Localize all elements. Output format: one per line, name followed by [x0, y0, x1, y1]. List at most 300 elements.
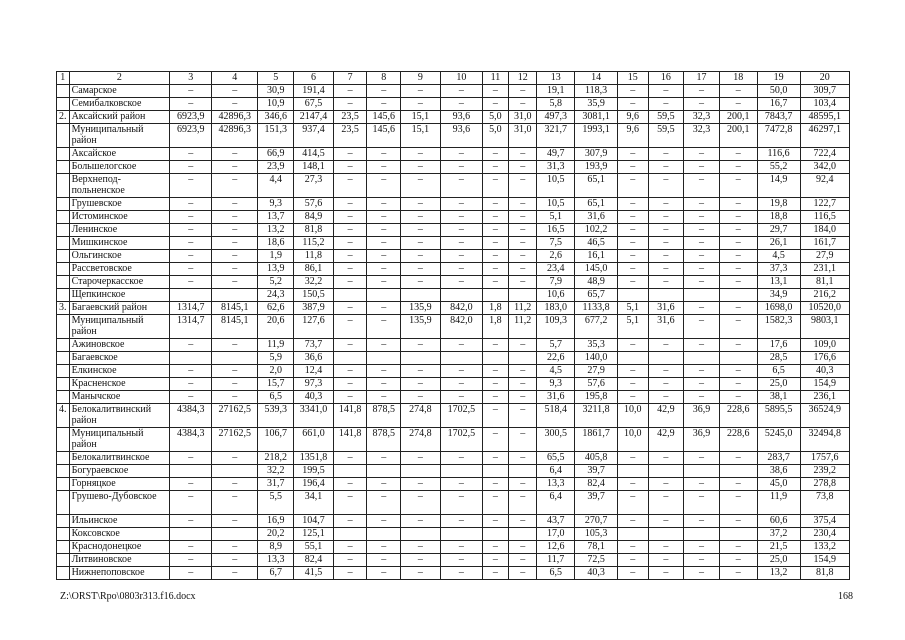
- value-cell: 1,8: [482, 302, 508, 315]
- value-cell: –: [648, 541, 684, 554]
- value-cell: –: [401, 515, 441, 528]
- value-cell: –: [648, 452, 684, 465]
- row-number-cell: [57, 378, 70, 391]
- column-header: 1: [57, 72, 70, 85]
- value-cell: 27,9: [575, 365, 618, 378]
- value-cell: 35,9: [575, 98, 618, 111]
- value-cell: –: [618, 276, 648, 289]
- value-cell: 122,7: [800, 198, 849, 211]
- value-cell: –: [212, 276, 258, 289]
- value-cell: 4384,3: [170, 428, 212, 452]
- column-header: 2: [69, 72, 170, 85]
- value-cell: –: [170, 85, 212, 98]
- value-cell: –: [684, 276, 720, 289]
- value-cell: 11,7: [537, 554, 575, 567]
- table-row: [57, 302, 850, 315]
- value-cell: –: [618, 174, 648, 198]
- value-cell: –: [719, 85, 757, 98]
- row-number-cell: [57, 315, 70, 339]
- row-number-cell: [57, 98, 70, 111]
- value-cell: –: [440, 224, 482, 237]
- value-cell: –: [367, 567, 401, 580]
- value-cell: –: [482, 237, 508, 250]
- value-cell: –: [482, 211, 508, 224]
- value-cell: 1861,7: [575, 428, 618, 452]
- value-cell: –: [719, 491, 757, 515]
- value-cell: 65,7: [575, 289, 618, 302]
- value-cell: 4,5: [537, 365, 575, 378]
- row-number-cell: [57, 528, 70, 541]
- value-cell: 342,0: [800, 161, 849, 174]
- value-cell: –: [509, 161, 537, 174]
- value-cell: –: [440, 391, 482, 404]
- value-cell: 135,9: [401, 315, 441, 339]
- value-cell: –: [212, 491, 258, 515]
- value-cell: –: [212, 554, 258, 567]
- value-cell: –: [212, 515, 258, 528]
- value-cell: –: [648, 85, 684, 98]
- value-cell: –: [648, 276, 684, 289]
- value-cell: 59,5: [648, 111, 684, 124]
- value-cell: –: [648, 378, 684, 391]
- value-cell: –: [482, 365, 508, 378]
- value-cell: –: [212, 567, 258, 580]
- value-cell: [648, 289, 684, 302]
- value-cell: [509, 289, 537, 302]
- value-cell: –: [212, 237, 258, 250]
- value-cell: 11,9: [258, 339, 294, 352]
- value-cell: –: [618, 478, 648, 491]
- value-cell: –: [401, 148, 441, 161]
- value-cell: 37,2: [757, 528, 800, 541]
- header-row: [57, 72, 850, 85]
- column-header: 15: [618, 72, 648, 85]
- value-cell: –: [333, 237, 367, 250]
- value-cell: –: [719, 554, 757, 567]
- value-cell: –: [482, 567, 508, 580]
- value-cell: 26,1: [757, 237, 800, 250]
- value-cell: –: [367, 515, 401, 528]
- value-cell: 31,6: [648, 315, 684, 339]
- value-cell: –: [482, 478, 508, 491]
- value-cell: –: [333, 198, 367, 211]
- value-cell: 5,0: [482, 124, 508, 148]
- value-cell: 5,1: [537, 211, 575, 224]
- value-cell: 8,9: [258, 541, 294, 554]
- value-cell: –: [684, 302, 720, 315]
- value-cell: 72,5: [575, 554, 618, 567]
- value-cell: –: [509, 250, 537, 263]
- value-cell: –: [170, 211, 212, 224]
- row-name-cell: Красненское: [69, 378, 170, 391]
- value-cell: –: [170, 554, 212, 567]
- table-row: [57, 352, 850, 365]
- value-cell: –: [684, 541, 720, 554]
- value-cell: –: [440, 541, 482, 554]
- value-cell: 151,3: [258, 124, 294, 148]
- value-cell: [401, 352, 441, 365]
- table-row: [57, 289, 850, 302]
- value-cell: –: [401, 276, 441, 289]
- value-cell: –: [170, 339, 212, 352]
- value-cell: 23,5: [333, 124, 367, 148]
- value-cell: –: [509, 378, 537, 391]
- value-cell: 42,9: [648, 428, 684, 452]
- value-cell: 41,5: [294, 567, 334, 580]
- row-number-cell: [57, 85, 70, 98]
- value-cell: –: [170, 478, 212, 491]
- value-cell: 13,2: [258, 224, 294, 237]
- value-cell: [440, 528, 482, 541]
- row-name-cell: Богураевское: [69, 465, 170, 478]
- value-cell: [684, 352, 720, 365]
- value-cell: –: [212, 452, 258, 465]
- value-cell: 13,3: [258, 554, 294, 567]
- value-cell: –: [482, 378, 508, 391]
- value-cell: –: [618, 378, 648, 391]
- value-cell: 12,6: [537, 541, 575, 554]
- value-cell: –: [719, 148, 757, 161]
- column-header: 5: [258, 72, 294, 85]
- value-cell: 6923,9: [170, 111, 212, 124]
- value-cell: –: [719, 541, 757, 554]
- value-cell: 3081,1: [575, 111, 618, 124]
- row-name-cell: Грушево-Дубовское: [69, 491, 170, 515]
- value-cell: –: [440, 378, 482, 391]
- value-cell: 154,9: [800, 378, 849, 391]
- value-cell: [618, 352, 648, 365]
- table-row: [57, 85, 850, 98]
- value-cell: 6,4: [537, 465, 575, 478]
- row-name-cell: Ольгинское: [69, 250, 170, 263]
- value-cell: –: [684, 250, 720, 263]
- row-number-cell: [57, 224, 70, 237]
- value-cell: –: [212, 250, 258, 263]
- value-cell: –: [684, 263, 720, 276]
- value-cell: 2,0: [258, 365, 294, 378]
- value-cell: –: [212, 541, 258, 554]
- row-number-cell: [57, 554, 70, 567]
- value-cell: 199,5: [294, 465, 334, 478]
- value-cell: –: [212, 148, 258, 161]
- value-cell: 842,0: [440, 315, 482, 339]
- value-cell: 93,6: [440, 124, 482, 148]
- value-cell: 193,9: [575, 161, 618, 174]
- value-cell: 27162,5: [212, 404, 258, 428]
- value-cell: 15,1: [401, 124, 441, 148]
- row-number-cell: [57, 250, 70, 263]
- value-cell: –: [367, 478, 401, 491]
- value-cell: –: [509, 541, 537, 554]
- value-cell: 18,6: [258, 237, 294, 250]
- value-cell: 300,5: [537, 428, 575, 452]
- value-cell: 92,4: [800, 174, 849, 198]
- value-cell: –: [684, 491, 720, 515]
- value-cell: –: [333, 250, 367, 263]
- value-cell: –: [618, 365, 648, 378]
- data-table: [56, 71, 850, 580]
- value-cell: –: [719, 515, 757, 528]
- value-cell: –: [684, 554, 720, 567]
- row-name-cell: Муниципальный район: [69, 428, 170, 452]
- value-cell: –: [333, 541, 367, 554]
- value-cell: –: [333, 85, 367, 98]
- row-name-cell: Белокалитвинское: [69, 452, 170, 465]
- value-cell: [170, 352, 212, 365]
- value-cell: –: [648, 98, 684, 111]
- value-cell: 31,6: [537, 391, 575, 404]
- table-row: [57, 404, 850, 428]
- value-cell: 23,4: [537, 263, 575, 276]
- value-cell: –: [684, 315, 720, 339]
- value-cell: –: [212, 365, 258, 378]
- value-cell: 36524,9: [800, 404, 849, 428]
- value-cell: 73,8: [800, 491, 849, 515]
- value-cell: 67,5: [294, 98, 334, 111]
- value-cell: 195,8: [575, 391, 618, 404]
- value-cell: 6,7: [258, 567, 294, 580]
- value-cell: 5,9: [258, 352, 294, 365]
- value-cell: –: [509, 478, 537, 491]
- value-cell: –: [684, 378, 720, 391]
- value-cell: 55,1: [294, 541, 334, 554]
- value-cell: 39,7: [575, 491, 618, 515]
- value-cell: [482, 289, 508, 302]
- value-cell: –: [648, 391, 684, 404]
- value-cell: 27,3: [294, 174, 334, 198]
- value-cell: 35,3: [575, 339, 618, 352]
- value-cell: –: [170, 250, 212, 263]
- row-number-cell: [57, 276, 70, 289]
- value-cell: –: [684, 224, 720, 237]
- row-name-cell: Багаевское: [69, 352, 170, 365]
- value-cell: 55,2: [757, 161, 800, 174]
- value-cell: 103,4: [800, 98, 849, 111]
- value-cell: –: [618, 515, 648, 528]
- row-number-cell: [57, 289, 70, 302]
- value-cell: 25,0: [757, 378, 800, 391]
- value-cell: 13,3: [537, 478, 575, 491]
- row-number-cell: [57, 567, 70, 580]
- value-cell: –: [509, 428, 537, 452]
- value-cell: [509, 465, 537, 478]
- value-cell: –: [212, 174, 258, 198]
- value-cell: 239,2: [800, 465, 849, 478]
- row-name-cell: Багаевский район: [69, 302, 170, 315]
- value-cell: [618, 289, 648, 302]
- value-cell: –: [401, 161, 441, 174]
- value-cell: –: [367, 541, 401, 554]
- value-cell: [212, 352, 258, 365]
- value-cell: –: [401, 85, 441, 98]
- value-cell: –: [170, 174, 212, 198]
- row-number-cell: [57, 515, 70, 528]
- value-cell: 1993,1: [575, 124, 618, 148]
- value-cell: –: [719, 315, 757, 339]
- value-cell: –: [509, 365, 537, 378]
- value-cell: 346,6: [258, 111, 294, 124]
- table-row: [57, 428, 850, 452]
- value-cell: 14,9: [757, 174, 800, 198]
- value-cell: –: [170, 276, 212, 289]
- value-cell: –: [684, 85, 720, 98]
- value-cell: 218,2: [258, 452, 294, 465]
- value-cell: –: [509, 263, 537, 276]
- value-cell: 518,4: [537, 404, 575, 428]
- value-cell: [440, 289, 482, 302]
- value-cell: 48,9: [575, 276, 618, 289]
- value-cell: 145,6: [367, 111, 401, 124]
- value-cell: 28,5: [757, 352, 800, 365]
- value-cell: –: [509, 237, 537, 250]
- value-cell: 19,1: [537, 85, 575, 98]
- value-cell: 65,1: [575, 198, 618, 211]
- value-cell: 16,5: [537, 224, 575, 237]
- value-cell: –: [440, 365, 482, 378]
- value-cell: –: [170, 491, 212, 515]
- value-cell: [367, 289, 401, 302]
- value-cell: 40,3: [800, 365, 849, 378]
- value-cell: 81,8: [294, 224, 334, 237]
- value-cell: 34,1: [294, 491, 334, 515]
- value-cell: 5,1: [618, 315, 648, 339]
- value-cell: 78,1: [575, 541, 618, 554]
- value-cell: –: [367, 378, 401, 391]
- column-header: 9: [401, 72, 441, 85]
- value-cell: –: [719, 98, 757, 111]
- value-cell: 34,9: [757, 289, 800, 302]
- value-cell: –: [367, 85, 401, 98]
- value-cell: –: [648, 567, 684, 580]
- value-cell: 10520,0: [800, 302, 849, 315]
- value-cell: 274,8: [401, 428, 441, 452]
- value-cell: –: [719, 391, 757, 404]
- value-cell: 309,7: [800, 85, 849, 98]
- value-cell: –: [482, 174, 508, 198]
- column-header: 10: [440, 72, 482, 85]
- value-cell: –: [440, 148, 482, 161]
- row-number-cell: 3.: [57, 302, 70, 315]
- value-cell: 270,7: [575, 515, 618, 528]
- value-cell: 20,6: [258, 315, 294, 339]
- row-number-cell: [57, 211, 70, 224]
- value-cell: 37,3: [757, 263, 800, 276]
- value-cell: 40,3: [575, 567, 618, 580]
- value-cell: 13,9: [258, 263, 294, 276]
- value-cell: 3211,8: [575, 404, 618, 428]
- value-cell: [719, 352, 757, 365]
- value-cell: –: [719, 250, 757, 263]
- value-cell: [170, 289, 212, 302]
- value-cell: 65,1: [575, 174, 618, 198]
- value-cell: –: [719, 567, 757, 580]
- row-name-cell: Аксайский район: [69, 111, 170, 124]
- value-cell: –: [367, 315, 401, 339]
- value-cell: 7,5: [537, 237, 575, 250]
- value-cell: 42896,3: [212, 124, 258, 148]
- value-cell: [333, 465, 367, 478]
- value-cell: 387,9: [294, 302, 334, 315]
- value-cell: 31,6: [648, 302, 684, 315]
- value-cell: –: [482, 339, 508, 352]
- column-header: 19: [757, 72, 800, 85]
- table-row: [57, 124, 850, 148]
- value-cell: –: [684, 148, 720, 161]
- value-cell: –: [440, 98, 482, 111]
- value-cell: –: [509, 85, 537, 98]
- value-cell: 141,8: [333, 404, 367, 428]
- value-cell: –: [509, 198, 537, 211]
- value-cell: 661,0: [294, 428, 334, 452]
- value-cell: –: [719, 198, 757, 211]
- row-number-cell: [57, 174, 70, 198]
- value-cell: 18,8: [757, 211, 800, 224]
- value-cell: –: [618, 452, 648, 465]
- value-cell: 49,7: [537, 148, 575, 161]
- row-number-cell: [57, 541, 70, 554]
- value-cell: 32494,8: [800, 428, 849, 452]
- value-cell: 42,9: [648, 404, 684, 428]
- value-cell: 43,7: [537, 515, 575, 528]
- value-cell: –: [367, 174, 401, 198]
- table-row: [57, 567, 850, 580]
- row-number-cell: [57, 491, 70, 515]
- value-cell: 1702,5: [440, 428, 482, 452]
- value-cell: –: [212, 263, 258, 276]
- row-number-cell: 4.: [57, 404, 70, 428]
- value-cell: 20,2: [258, 528, 294, 541]
- table-row: [57, 111, 850, 124]
- value-cell: 59,5: [648, 124, 684, 148]
- value-cell: –: [401, 554, 441, 567]
- value-cell: –: [684, 452, 720, 465]
- value-cell: –: [482, 404, 508, 428]
- value-cell: 15,7: [258, 378, 294, 391]
- column-header: 16: [648, 72, 684, 85]
- value-cell: –: [618, 98, 648, 111]
- value-cell: –: [333, 478, 367, 491]
- column-header: 7: [333, 72, 367, 85]
- row-number-cell: [57, 478, 70, 491]
- value-cell: [367, 528, 401, 541]
- value-cell: –: [333, 452, 367, 465]
- value-cell: 228,6: [719, 404, 757, 428]
- value-cell: –: [401, 211, 441, 224]
- value-cell: 32,2: [294, 276, 334, 289]
- value-cell: 539,3: [258, 404, 294, 428]
- value-cell: –: [401, 263, 441, 276]
- value-cell: –: [170, 148, 212, 161]
- value-cell: –: [212, 211, 258, 224]
- value-cell: –: [618, 198, 648, 211]
- value-cell: 1,9: [258, 250, 294, 263]
- value-cell: –: [719, 174, 757, 198]
- value-cell: 109,3: [537, 315, 575, 339]
- row-name-cell: Краснодонецкое: [69, 541, 170, 554]
- value-cell: 50,0: [757, 85, 800, 98]
- value-cell: –: [333, 148, 367, 161]
- value-cell: 5,8: [537, 98, 575, 111]
- value-cell: [440, 465, 482, 478]
- value-cell: –: [719, 237, 757, 250]
- value-cell: –: [509, 339, 537, 352]
- value-cell: –: [719, 452, 757, 465]
- value-cell: 135,9: [401, 302, 441, 315]
- table-row: [57, 491, 850, 515]
- value-cell: –: [401, 339, 441, 352]
- value-cell: [684, 289, 720, 302]
- value-cell: 6,5: [537, 567, 575, 580]
